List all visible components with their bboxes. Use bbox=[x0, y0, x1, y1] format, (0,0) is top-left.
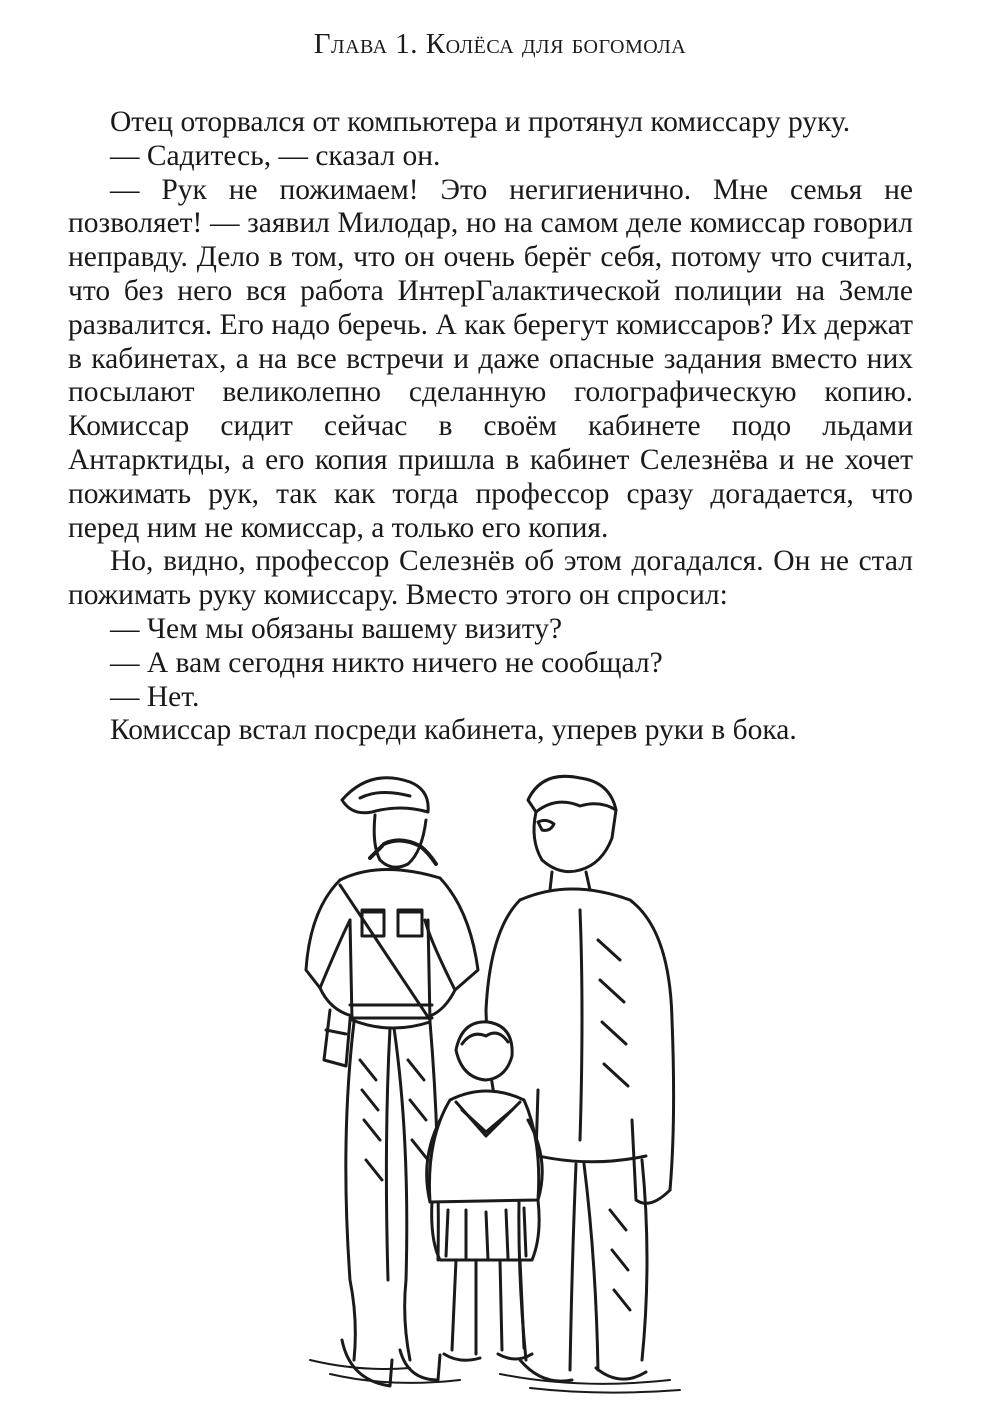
paragraph-2: — Садитесь, — сказал он. bbox=[110, 139, 441, 172]
paragraph-8: Комиссар встал посреди кабинета, уперев руки в бока. bbox=[110, 714, 797, 747]
commissioner-figure bbox=[306, 778, 478, 1386]
paragraph-3: — Рук не пожимаем! Это негигиенично. Мне семья не позволяет! — заявил Милодар, но на самом деле комиссар говорил неправду. Дело в том, что он очень берёг себя, потому что считал, что без него вся работа ИнтерГалактической полиции на Земле развалится. Его надо беречь. А как берегут комиссаров? Их держат в кабинетах, а на все встречи и даже опасные задания вместо них посылают великолепно сделанную голографическую копию. Комиссар сидит сейчас в своём кабинете подо льдами Антарктиды, а его копия пришла в кабинет Селезнёва и не хочет пожимать рук, так как тогда профессор сразу догадается, что перед ним не комиссар, а только его копия. bbox=[68, 173, 913, 544]
paragraph-5: — Чем мы обязаны вашему визиту? bbox=[110, 612, 563, 645]
paragraph-4: Но, видно, профессор Селезнёв об этом догадался. Он не стал пожимать руку комиссару. Вместо этого он спросил: bbox=[68, 545, 913, 612]
paragraph-7: — Нет. bbox=[110, 680, 200, 713]
running-head: Глава 1. Колёса для богомола bbox=[313, 28, 687, 60]
child-figure bbox=[427, 1022, 543, 1360]
professor-figure bbox=[486, 776, 674, 1381]
body-text bbox=[68, 106, 913, 748]
paragraph-1: Отец оторвался от компьютера и протянул комиссару руку. bbox=[110, 106, 851, 138]
illustration bbox=[280, 760, 720, 1396]
paragraph-6: — А вам сегодня никто ничего не сообщал? bbox=[110, 646, 663, 679]
